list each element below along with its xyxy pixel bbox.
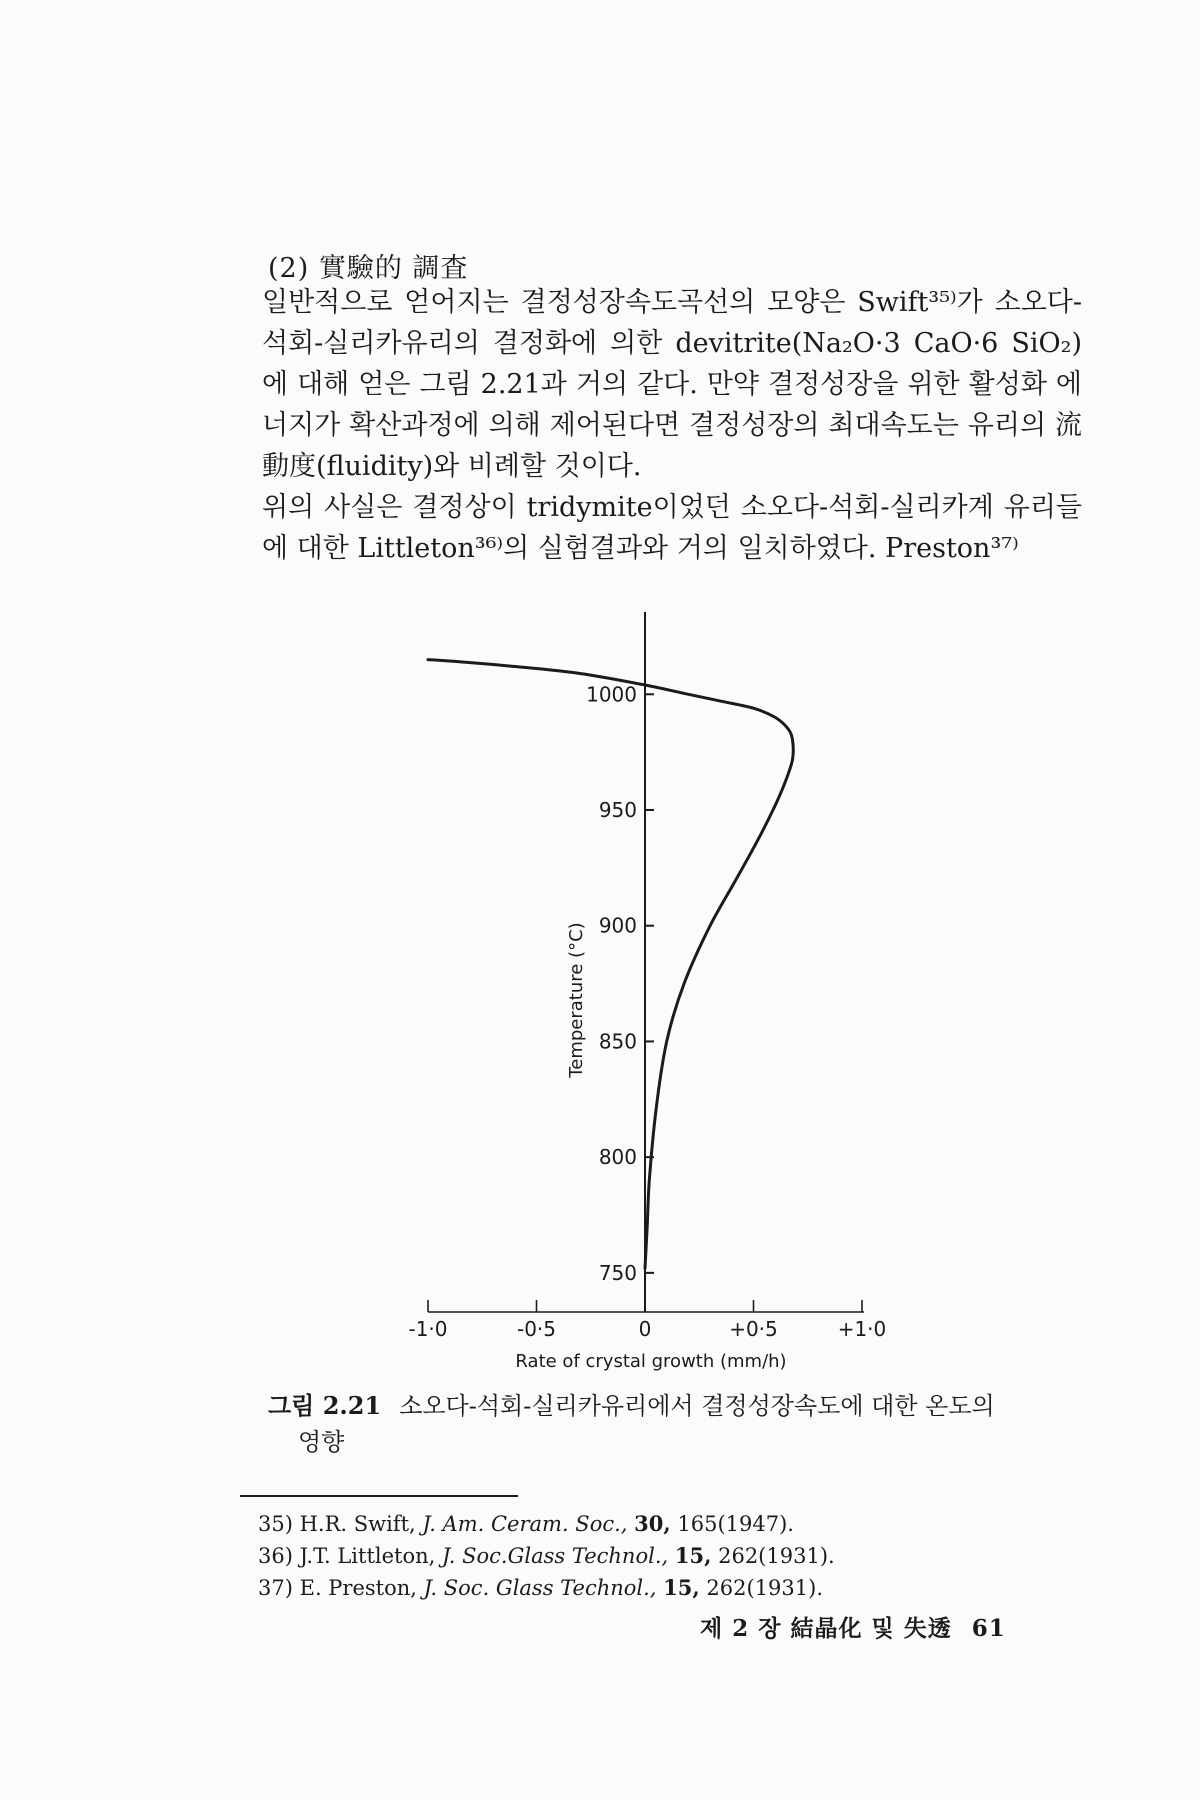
footnote-pages: 262(1931). bbox=[718, 1544, 835, 1568]
y-tick-label: 950 bbox=[598, 798, 637, 822]
footnote-number: 36) bbox=[258, 1544, 293, 1568]
footnote-volume: 30, bbox=[634, 1511, 671, 1536]
y-tick-label: 750 bbox=[598, 1260, 637, 1285]
body-text bbox=[262, 282, 1082, 569]
figure-caption bbox=[268, 1388, 1068, 1460]
footnote-journal: J. Soc.Glass Technol., bbox=[442, 1544, 669, 1568]
footnote-rule bbox=[240, 1495, 518, 1497]
footnote-pages: 165(1947). bbox=[677, 1512, 794, 1536]
footnote-authors: J.T. Littleton, bbox=[299, 1544, 436, 1568]
section-heading: (2) 實驗的 調査 bbox=[268, 253, 469, 284]
paragraph-2: 위의 사실은 결정상이 tridymite이었던 소오다-석회-실리카계 유리들에 대한 Littleton³⁶⁾의 실험결과와 거의 일치하였다. Preston³⁷⁾ bbox=[262, 492, 1082, 564]
footnote-authors: H.R. Swift, bbox=[299, 1512, 416, 1536]
footnote-35 bbox=[258, 1508, 1118, 1540]
footnote-authors: E. Preston, bbox=[299, 1576, 417, 1600]
x-tick-label: -1·0 bbox=[408, 1317, 448, 1341]
paragraph-1: 일반적으로 얻어지는 결정성장속도곡선의 모양은 Swift³⁵⁾가 소오다-석회-실리카유리의 결정화에 의한 devitrite(Na₂O·3 CaO·6 SiO₂)에 대해 얻은 그림 2.21과 거의 같다. 만약 결정성장을 위한 활성화 에너지가 확산과정에 의해 제어된다면 결정성장의 최대속도는 유리의 流動度(fluidity)와 비례할 것이다. bbox=[262, 287, 1082, 482]
footnote-volume: 15, bbox=[674, 1543, 712, 1568]
y-tick-label: 900 bbox=[598, 913, 637, 938]
caption-text-line2: 영향 bbox=[298, 1428, 345, 1456]
footnote-pages: 262(1931). bbox=[706, 1576, 824, 1600]
page-number: 61 bbox=[971, 1615, 1006, 1642]
y-tick-label: 1000 bbox=[586, 682, 637, 707]
footnote-volume: 15, bbox=[663, 1575, 700, 1600]
footnote-36 bbox=[258, 1540, 1118, 1572]
growth-rate-curve bbox=[428, 660, 793, 1269]
footnotes bbox=[258, 1508, 1118, 1604]
y-axis-title: Temperature (°C) bbox=[566, 922, 587, 1078]
caption-text-line1: 소오다-석회-실리카유리에서 결정성장속도에 대한 온도의 bbox=[399, 1392, 995, 1420]
footnote-number: 35) bbox=[258, 1512, 293, 1536]
footnote-journal: J. Am. Ceram. Soc., bbox=[422, 1512, 628, 1536]
y-tick-label: 800 bbox=[598, 1145, 637, 1170]
footnote-journal: J. Soc. Glass Technol., bbox=[423, 1576, 657, 1600]
x-tick-label: +1·0 bbox=[837, 1317, 887, 1341]
footnote-number: 37) bbox=[258, 1576, 293, 1600]
running-footer bbox=[700, 1610, 1006, 1643]
x-tick-label: 0 bbox=[638, 1317, 652, 1341]
chapter-title: 제 2 장 結晶化 및 失透 bbox=[700, 1615, 952, 1642]
x-tick-label: -0·5 bbox=[516, 1317, 557, 1341]
figure-number: 그림 2.21 bbox=[268, 1391, 382, 1420]
footnote-37 bbox=[258, 1572, 1118, 1604]
y-tick-label: 850 bbox=[598, 1029, 637, 1054]
x-tick-label: +0·5 bbox=[729, 1317, 778, 1341]
x-axis-title: Rate of crystal growth (mm/h) bbox=[515, 1351, 787, 1372]
